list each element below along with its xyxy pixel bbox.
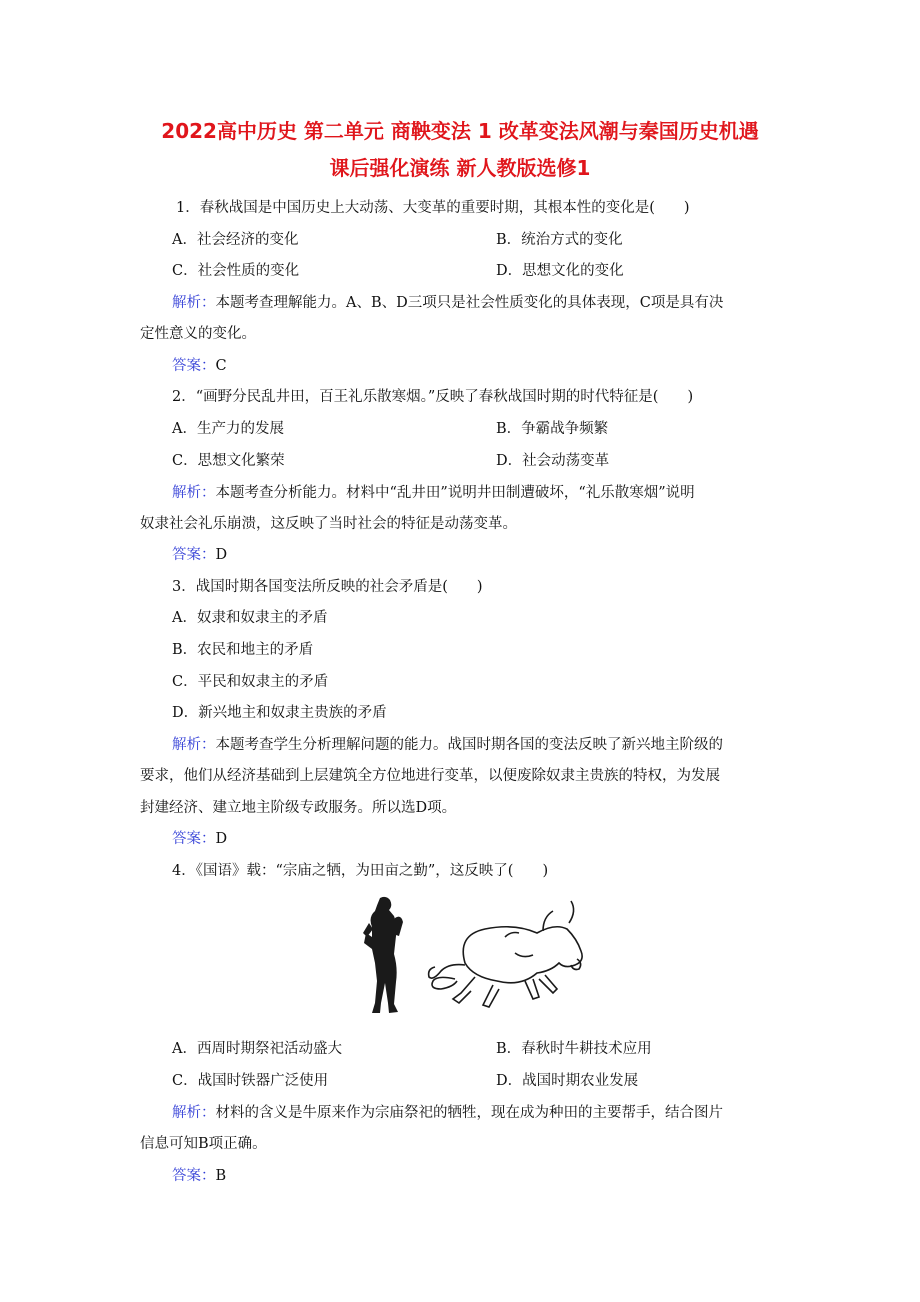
question-2-analysis-cont: 奴隶社会礼乐崩溃，这反映了当时社会的特征是动荡变革。: [140, 516, 517, 532]
answer-label: 答案：: [172, 358, 216, 374]
ox-drawing: [429, 901, 583, 1007]
analysis-label: 解析：: [172, 485, 216, 501]
question-3-stem: 3．战国时期各国变法所反映的社会矛盾是( ): [172, 579, 483, 595]
question-2-stem: 2．“画野分民乱井田，百王礼乐散寒烟。”反映了春秋战国时期的时代特征是( ): [172, 389, 694, 405]
question-3-option-a: A．奴隶和奴隶主的矛盾: [172, 610, 328, 626]
question-3-option-d: D．新兴地主和奴隶主贵族的矛盾: [172, 705, 387, 721]
question-2-option-a: A．生产力的发展: [172, 421, 284, 437]
question-4-analysis-cont: 信息可知B项正确。: [140, 1136, 267, 1152]
analysis-label: 解析：: [172, 295, 216, 311]
question-3-option-b: B．农民和地主的矛盾: [172, 642, 314, 658]
question-1-analysis: [172, 291, 723, 312]
analysis-text: 材料的含义是牛原来作为宗庙祭祀的牺牲，现在成为种田的主要帮手，结合图片: [215, 1105, 723, 1121]
answer-value: B: [215, 1168, 227, 1184]
document-title-line-2: 课后强化演练 新人教版选修1: [329, 156, 591, 180]
document-title-line-1: 2022高中历史 第二单元 商鞅变法 1 改革变法风潮与秦国历史机遇: [161, 119, 759, 143]
question-1-option-c: C．社会性质的变化: [172, 263, 300, 279]
question-2-option-c: C．思想文化繁荣: [172, 453, 285, 469]
analysis-text: 本题考查理解能力。A、B、D三项只是社会性质变化的具体表现，C项是具有决: [215, 295, 724, 311]
question-4-option-c: C．战国时铁器广泛使用: [172, 1073, 329, 1089]
ox-plough-illustration: [355, 893, 595, 1018]
question-1-answer: [172, 354, 227, 375]
question-3-answer: [172, 827, 227, 848]
question-1-stem: 1．春秋战国是中国历史上大动荡、大变革的重要时期，其根本性的变化是( ): [176, 200, 690, 216]
question-4-analysis: [172, 1101, 723, 1122]
answer-value: C: [215, 358, 227, 374]
question-4-answer: [172, 1164, 226, 1185]
answer-label: 答案：: [172, 1168, 216, 1184]
question-1-option-b: B．统治方式的变化: [496, 232, 623, 248]
analysis-text: 本题考查分析能力。材料中“乱井田”说明井田制遭破坏，“礼乐散寒烟”说明: [215, 485, 695, 501]
question-1-analysis-cont: 定性意义的变化。: [140, 326, 256, 342]
answer-value: D: [215, 547, 228, 563]
question-1-option-a: A．社会经济的变化: [172, 232, 299, 248]
question-1-option-d: D．思想文化的变化: [496, 263, 624, 279]
question-3-analysis-cont-2: 封建经济、建立地主阶级专政服务。所以选D项。: [140, 800, 457, 816]
question-2-option-d: D．社会动荡变革: [496, 453, 610, 469]
question-4-option-b: B．春秋时牛耕技术应用: [496, 1041, 652, 1057]
analysis-text: 本题考查学生分析理解问题的能力。战国时期各国的变法反映了新兴地主阶级的: [215, 737, 723, 753]
question-2-analysis: [172, 481, 695, 502]
question-3-analysis: [172, 733, 723, 754]
answer-value: D: [215, 831, 228, 847]
question-4-stem: 4．《国语》载：“宗庙之牺，为田亩之勤”，这反映了( ): [172, 863, 549, 879]
answer-label: 答案：: [172, 831, 216, 847]
question-3-analysis-cont-1: 要求，他们从经济基础到上层建筑全方位地进行变革，以便废除奴隶主贵族的特权，为发展: [140, 768, 720, 784]
question-2-option-b: B．争霸战争频繁: [496, 421, 609, 437]
analysis-label: 解析：: [172, 1105, 216, 1121]
question-3-option-c: C．平民和奴隶主的矛盾: [172, 674, 329, 690]
man-silhouette: [363, 897, 403, 1013]
question-2-answer: [172, 543, 227, 564]
question-4-option-d: D．战国时期农业发展: [496, 1073, 639, 1089]
question-4-option-a: A．西周时期祭祀活动盛大: [172, 1041, 342, 1057]
analysis-label: 解析：: [172, 737, 216, 753]
answer-label: 答案：: [172, 547, 216, 563]
